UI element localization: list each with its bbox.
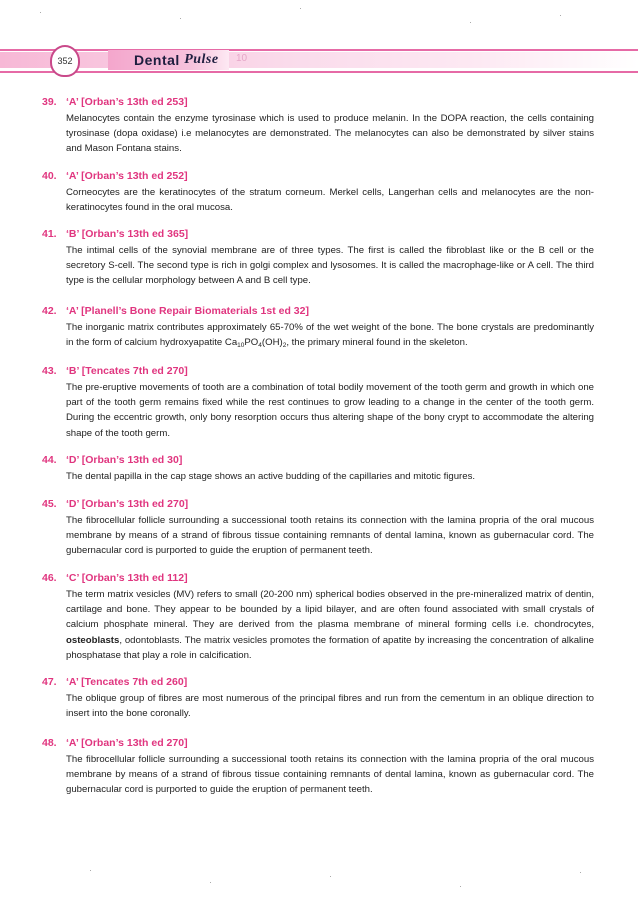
- page-number: 352: [57, 56, 73, 66]
- book-title-italic: Pulse: [184, 52, 219, 67]
- answer-explanation: The pre-eruptive movements of tooth are a combination of total bodily movement of the tooth germ and growth in which one part of the tooth germ remains fixed while the rest continues to grow leading to a change in the center of the tooth germ. During the eccentric growth, only bony resorption occurs thus altering shape of the bony crypt to accommodate the altering shape of the tooth germ.: [66, 382, 594, 439]
- answer-reference: ‘D’ [Orban’s 13th ed 30]: [66, 454, 183, 466]
- answer-reference: ‘B’ [Orban’s 13th ed 365]: [66, 228, 189, 240]
- question-number: 46.: [42, 572, 57, 584]
- answer-explanation: The dental papilla in the cap stage shows an active budding of the capillaries and mitotic figures.: [66, 471, 476, 482]
- answer-explanation: Melanocytes contain the enzyme tyrosinase which is used to produce melanin. In the DOPA reaction, the cells containing tyrosinase (dopa oxidase) i.e melanocytes are demonstrated. The melanocytes can also be demonstrated by silver stains and Mason Fontana stains.: [66, 113, 594, 155]
- answer-reference: ‘A’ [Orban’s 13th ed 252]: [66, 170, 188, 182]
- question-number: 47.: [42, 676, 57, 688]
- answer-reference: ‘A’ [Orban’s 13th ed 253]: [66, 96, 188, 108]
- question-number: 42.: [42, 305, 57, 317]
- page-header: [0, 40, 638, 80]
- answer-explanation: The term matrix vesicles (MV) refers to small (20-200 nm) spherical bodies observed in the pre-mineralized matrix of dentin, cartilage and bone. They appear to be bounded by a lipid bilayer, and are often found associated with small crystals of calcium phosphate mineral. They are derived from the plasma membrane of mineral forming cells i.e. chondrocytes, osteoblasts, odontoblasts. The matrix vesicles promotes the formation of apatite by increasing the concentration of alkaline phosphatase that play a role in calcification.: [66, 589, 594, 661]
- question-number: 44.: [42, 454, 57, 466]
- question-number: 41.: [42, 228, 57, 240]
- answer-explanation: The fibrocellular follicle surrounding a successional tooth retains its connection with the lamina propria of the oral mucous membrane by means of a strand of fibrous tissue containing remnants of dental lamina, known as gubernacular cord. The gubernacular cord is purported to guide the eruption of permanent teeth.: [66, 754, 594, 796]
- answer-reference: ‘C’ [Orban’s 13th ed 112]: [66, 572, 188, 584]
- question-number: 45.: [42, 498, 57, 510]
- question-number: 39.: [42, 96, 57, 108]
- answer-explanation: The intimal cells of the synovial membrane are of three types. The first is called the fibroblast like or the B cell or the secretory S-cell. The second type is rich in golgi complex and lysosomes. It is called the macrophage-like or A cell. The third type is the cellular morphology between A and B cell type.: [66, 245, 594, 287]
- question-number: 40.: [42, 170, 57, 182]
- answer-reference: ‘A’ [Tencates 7th ed 260]: [66, 676, 188, 688]
- answer-explanation: The oblique group of fibres are most numerous of the principal fibres and run from the cementum in an oblique direction to insert into the bone coronally.: [66, 693, 594, 720]
- book-title-main: Dental: [134, 52, 180, 68]
- book-title: [108, 50, 229, 70]
- answer-reference: ‘D’ [Orban’s 13th ed 270]: [66, 498, 189, 510]
- header-rule-bottom: [0, 71, 638, 73]
- answer-reference: ‘B’ [Tencates 7th ed 270]: [66, 365, 188, 377]
- page-number-badge: [50, 45, 80, 77]
- answer-reference: ‘A’ [Orban’s 13th ed 270]: [66, 737, 188, 749]
- answer-explanation: The fibrocellular follicle surrounding a successional tooth retains its connection with the lamina propria of the oral mucous membrane by means of a strand of fibrous tissue containing remnants of dental lamina, known as gubernacular cord. The gubernacular cord is purported to guide the eruption of permanent teeth.: [66, 515, 594, 557]
- answer-explanation: The inorganic matrix contributes approximately 65-70% of the wet weight of the bone. The bone crystals are predominantly in the form of calcium hydroxyapatite $Ca_{10}PO_4(OH)_2$, the primary mineral found in the skeleton.: [66, 322, 594, 350]
- header-rule-top: [0, 49, 638, 51]
- book-title-tail: 10: [236, 53, 248, 64]
- question-number: 48.: [42, 737, 57, 749]
- bold-term: osteoblasts: [66, 634, 120, 646]
- answer-explanation: Corneocytes are the keratinocytes of the stratum corneum. Merkel cells, Langerhan cells and melanocytes are the non-keratinocytes found in the oral mucosa.: [66, 187, 594, 214]
- answer-reference: ‘A’ [Planell’s Bone Repair Biomaterials 1st ed 32]: [66, 305, 309, 317]
- question-number: 43.: [42, 365, 57, 377]
- header-band: [0, 52, 638, 68]
